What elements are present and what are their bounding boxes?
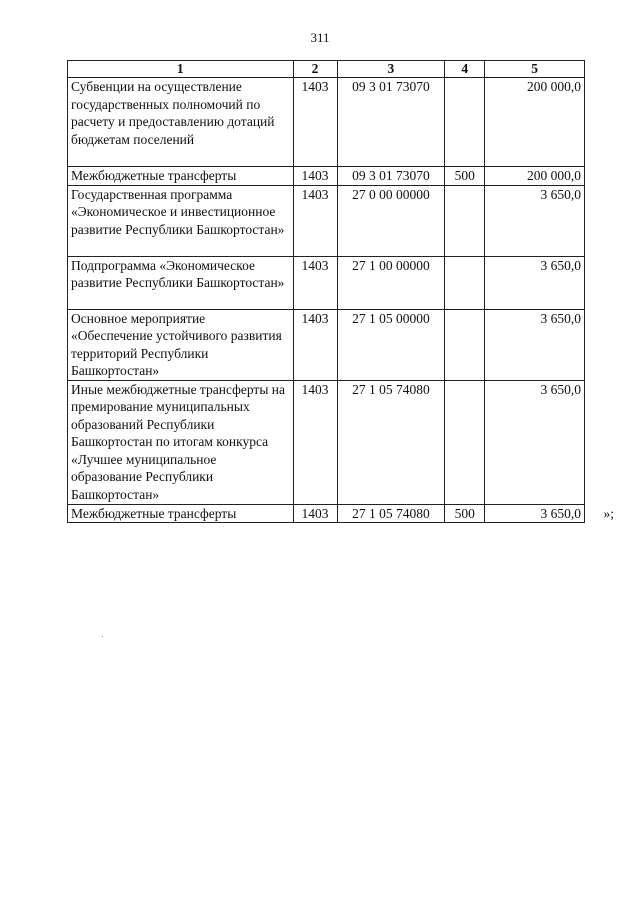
row-name: Подпрограмма «Экономическое развитие Республики Башкортостан» <box>68 256 294 309</box>
table-row <box>68 380 585 504</box>
row-amount: 3 650,0 <box>485 256 585 309</box>
row-section: 1403 <box>293 256 337 309</box>
row-section: 1403 <box>293 504 337 523</box>
column-header-3: 3 <box>337 61 445 78</box>
page-number: 311 <box>310 30 330 45</box>
row-code: 09 3 01 73070 <box>337 78 445 167</box>
row-code: 09 3 01 73070 <box>337 167 445 186</box>
column-header-1: 1 <box>68 61 294 78</box>
closing-quote-mark: »; <box>603 505 614 521</box>
row-amount: 200 000,0 <box>485 167 585 186</box>
table-row <box>68 504 585 523</box>
row-amount: 3 650,0 <box>485 309 585 380</box>
table-row <box>68 256 585 309</box>
budget-table <box>67 60 614 523</box>
row-type: 500 <box>445 504 485 523</box>
row-type <box>445 256 485 309</box>
column-header-5: 5 <box>485 61 585 78</box>
row-section: 1403 <box>293 167 337 186</box>
row-section: 1403 <box>293 380 337 504</box>
row-type: 500 <box>445 167 485 186</box>
table-row <box>68 309 585 380</box>
row-section: 1403 <box>293 309 337 380</box>
table-row <box>68 78 585 167</box>
row-amount: 3 650,0 <box>485 185 585 256</box>
row-amount: 200 000,0 <box>485 78 585 167</box>
row-section: 1403 <box>293 185 337 256</box>
row-code: 27 1 00 00000 <box>337 256 445 309</box>
column-header-4: 4 <box>445 61 485 78</box>
scan-speck <box>102 636 103 637</box>
row-name: Иные межбюджетные трансферты на премирование муниципальных образований Республики Башкортостан по итогам конкурса «Лучшее муниципальное образование Республики Башкортостан» <box>68 380 294 504</box>
table-row <box>68 167 585 186</box>
row-code: 27 1 05 74080 <box>337 380 445 504</box>
row-name: Основное мероприятие «Обеспечение устойчивого развития территорий Республики Башкортостан» <box>68 309 294 380</box>
row-type <box>445 185 485 256</box>
row-type <box>445 309 485 380</box>
row-name: Государственная программа «Экономическое и инвестиционное развитие Республики Башкортостан» <box>68 185 294 256</box>
row-code: 27 0 00 00000 <box>337 185 445 256</box>
row-code: 27 1 05 00000 <box>337 309 445 380</box>
row-name: Субвенции на осуществление государственных полномочий по расчету и предоставлению дотаций бюджетам поселений <box>68 78 294 167</box>
row-code: 27 1 05 74080 <box>337 504 445 523</box>
column-header-2: 2 <box>293 61 337 78</box>
table-row <box>68 185 585 256</box>
table-header-row <box>68 61 585 78</box>
row-name: Межбюджетные трансферты <box>68 167 294 186</box>
row-section: 1403 <box>293 78 337 167</box>
row-amount: 3 650,0 <box>485 380 585 504</box>
row-type <box>445 78 485 167</box>
row-amount: 3 650,0 »; <box>485 504 585 523</box>
row-name: Межбюджетные трансферты <box>68 504 294 523</box>
row-type <box>445 380 485 504</box>
